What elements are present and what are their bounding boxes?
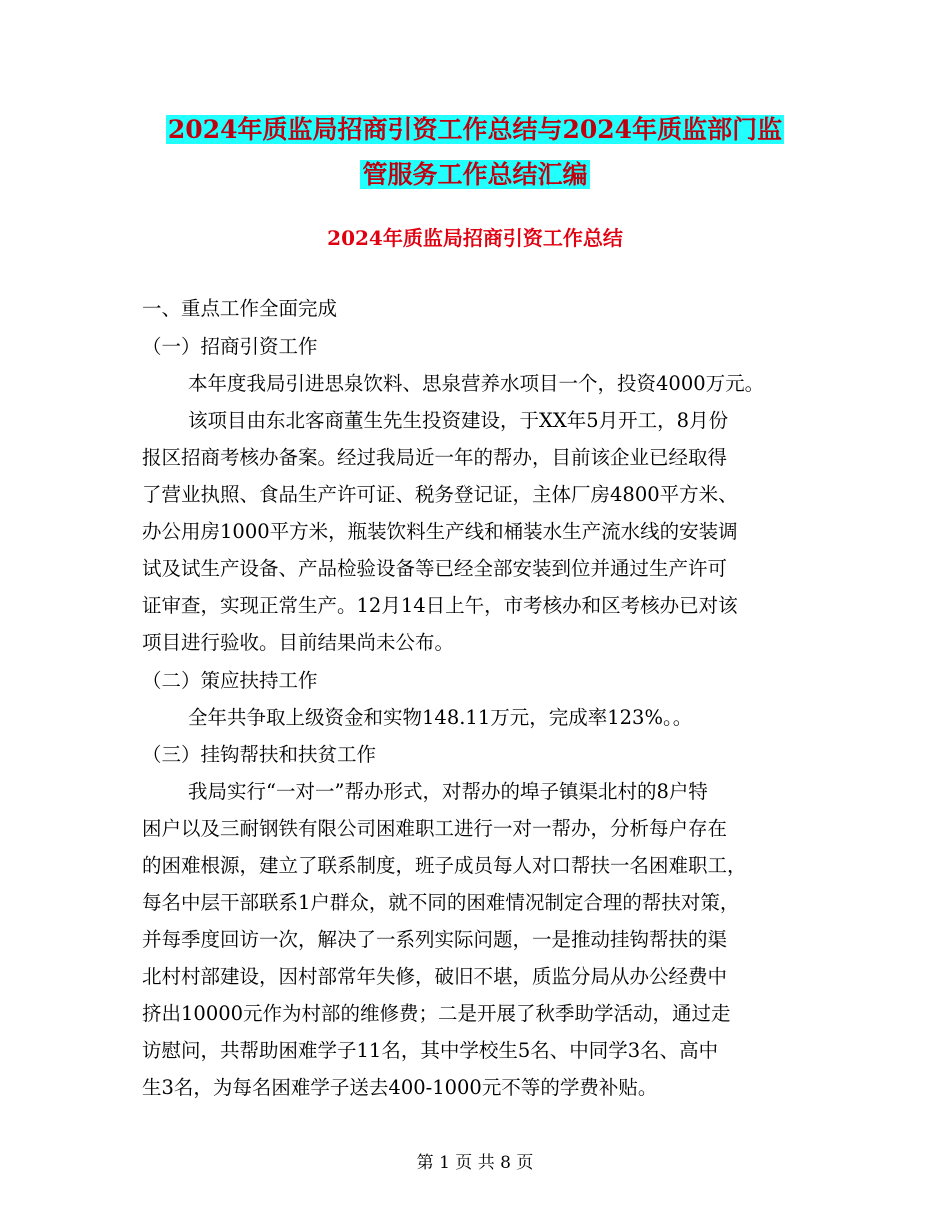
subheading-poverty-aid: （三）挂钩帮扶和扶贫工作 xyxy=(142,743,377,766)
section-title: 2024年质监局招商引资工作总结 xyxy=(327,226,623,250)
paragraph-line: 的困难根源，建立了联系制度，班子成员每人对口帮扶一名困难职工， xyxy=(142,854,747,877)
paragraph-line: 本年度我局引进思泉饮料、思泉营养水项目一个，投资4000万元。 xyxy=(188,372,765,395)
paragraph-line: 了营业执照、食品生产许可证、税务登记证，主体厂房4800平方米、 xyxy=(142,483,738,506)
subheading-investment: （一）招商引资工作 xyxy=(142,335,318,358)
paragraph-line: 该项目由东北客商董生先生投资建设，于XX年5月开工，8月份 xyxy=(188,409,729,432)
subheading-support: （二）策应扶持工作 xyxy=(142,669,318,692)
paragraph-line: 证审查，实现正常生产。12月14日上午，市考核办和区考核办已对该 xyxy=(142,594,738,617)
page-number-footer: 第 1 页 共 8 页 xyxy=(416,1153,534,1173)
paragraph-line: 挤出10000元作为村部的维修费；二是开展了秋季助学活动，通过走 xyxy=(142,1002,731,1025)
paragraph-line: 我局实行“一对一”帮办形式，对帮办的埠子镇渠北村的8户特 xyxy=(188,780,708,803)
paragraph-line: 并每季度回访一次，解决了一系列实际问题，一是推动挂钩帮扶的渠 xyxy=(142,928,728,951)
paragraph-line: 办公用房1000平方米，瓶装饮料生产线和桶装水生产流水线的安装调 xyxy=(142,520,738,543)
paragraph-line: 访慰问，共帮助困难学子11名，其中学校生5名、中同学3名、高中 xyxy=(142,1039,719,1062)
paragraph-line: 全年共争取上级资金和实物148.11万元，完成率123%。。 xyxy=(188,706,693,729)
paragraph-line: 困户以及三耐钢铁有限公司困难职工进行一对一帮办，分析每户存在 xyxy=(142,817,728,840)
document-title-text-2: 管服务工作总结汇编 xyxy=(362,160,588,189)
document-title-line-1 xyxy=(140,108,810,152)
document-title-text-1: 2024年质监局招商引资工作总结与2024年质监部门监 xyxy=(167,115,783,144)
paragraph-line: 北村村部建设，因村部常年失修，破旧不堪，质监分局从办公经费中 xyxy=(142,965,728,988)
paragraph-line: 项目进行验收。目前结果尚未公布。 xyxy=(142,631,455,654)
heading-key-work: 一、重点工作全面完成 xyxy=(142,297,338,320)
paragraph-line: 每名中层干部联系1户群众，就不同的困难情况制定合理的帮扶对策， xyxy=(142,891,740,914)
paragraph-line: 试及试生产设备、产品检验设备等已经全部安装到位并通过生产许可 xyxy=(142,557,728,580)
paragraph-line: 报区招商考核办备案。经过我局近一年的帮办，目前该企业已经取得 xyxy=(142,446,728,469)
document-title-line-2 xyxy=(140,153,810,197)
paragraph-line: 生3名，为每名困难学子送去400-1000元不等的学费补贴。 xyxy=(142,1076,658,1099)
